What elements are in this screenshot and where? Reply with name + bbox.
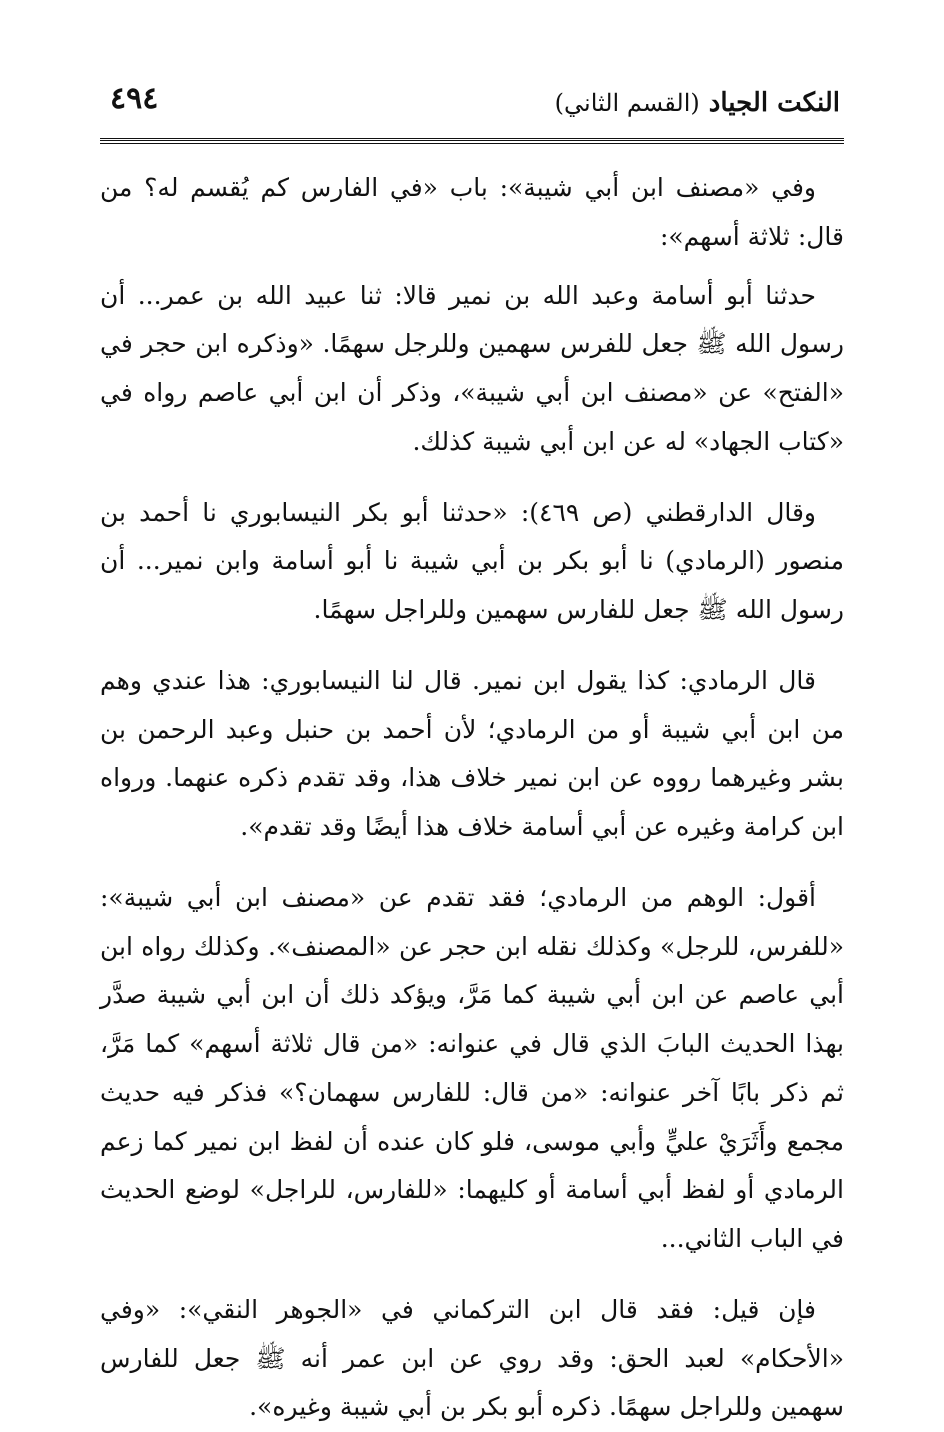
page-header xyxy=(100,78,844,132)
paragraph: وفي «مصنف ابن أبي شيبة»: باب «في الفارس كم يُقسم له؟ من قال: ثلاثة أسهم»: xyxy=(100,173,844,251)
page-body xyxy=(100,164,844,1432)
running-title xyxy=(555,90,840,116)
book-title: النكت الجياد xyxy=(708,88,840,118)
header-rule xyxy=(100,138,844,144)
paragraph: حدثنا أبو أسامة وعبد الله بن نمير قالا: ثنا عبيد الله بن عمر... أن رسول الله ﷺ جعل للفرس سهمين وللرجل سهمًا. «وذكره ابن حجر في «الفتح» عن «مصنف ابن أبي شيبة»، وذكر أن ابن أبي عاصم رواه في «كتاب الجهاد» له عن ابن أبي شيبة كذلك. xyxy=(100,280,844,456)
paragraph: قال الرمادي: كذا يقول ابن نمير. قال لنا النيسابوري: هذا عندي وهم من ابن أبي شيبة أو من الرمادي؛ لأن أحمد بن حنبل وعبد الرحمن بن بشر وغيرهما رووه عن ابن نمير خلاف هذا، وقد تقدم ذكره عنهما. ورواه ابن كرامة وغيره عن أبي أسامة خلاف هذا أيضًا وقد تقدم». xyxy=(100,665,844,841)
paragraph: وقال الدارقطني (ص ٤٦٩): «حدثنا أبو بكر النيسابوري نا أحمد بن منصور (الرمادي) نا أبو بكر بن أبي شيبة نا أبو أسامة وابن نمير... أن رسول الله ﷺ جعل للفارس سهمين وللراجل سهمًا. xyxy=(100,497,844,624)
book-page xyxy=(100,78,844,1422)
paragraph: فإن قيل: فقد قال ابن التركماني في «الجوهر النقي»: «وفي «الأحكام» لعبد الحق: وقد روي عن ابن عمر أنه ﷺ جعل للفارس سهمين وللراجل سهمًا. ذكره أبو بكر بن أبي شيبة وغيره». xyxy=(100,1294,844,1422)
page-number: ٤٩٤ xyxy=(110,81,159,116)
book-section: (القسم الثاني) xyxy=(554,89,700,117)
paragraph: أقول: الوهم من الرمادي؛ فقد تقدم عن «مصنف ابن أبي شيبة»: «للفرس، للرجل» وكذلك نقله ابن حجر عن «المصنف». وكذلك رواه ابن أبي عاصم عن ابن أبي شيبة كما مَرَّ، ويؤكد ذلك أن ابن أبي شيبة صدَّر بهذا الحديث البابَ الذي قال في عنوانه: «من قال ثلاثة أسهم» كما مَرَّ، ثم ذكر بابًا آخر عنوانه: «من قال: للفارس سهمان؟» فذكر فيه حديث مجمع وأَثَرَيْ عليٍّ وأبي موسى، فلو كان عنده أن لفظ ابن نمير كما زعم الرمادي أو لفظ أبي أسامة أو كليهما: «للفارس، للراجل» لوضع الحديث في الباب الثاني... xyxy=(100,882,844,1253)
